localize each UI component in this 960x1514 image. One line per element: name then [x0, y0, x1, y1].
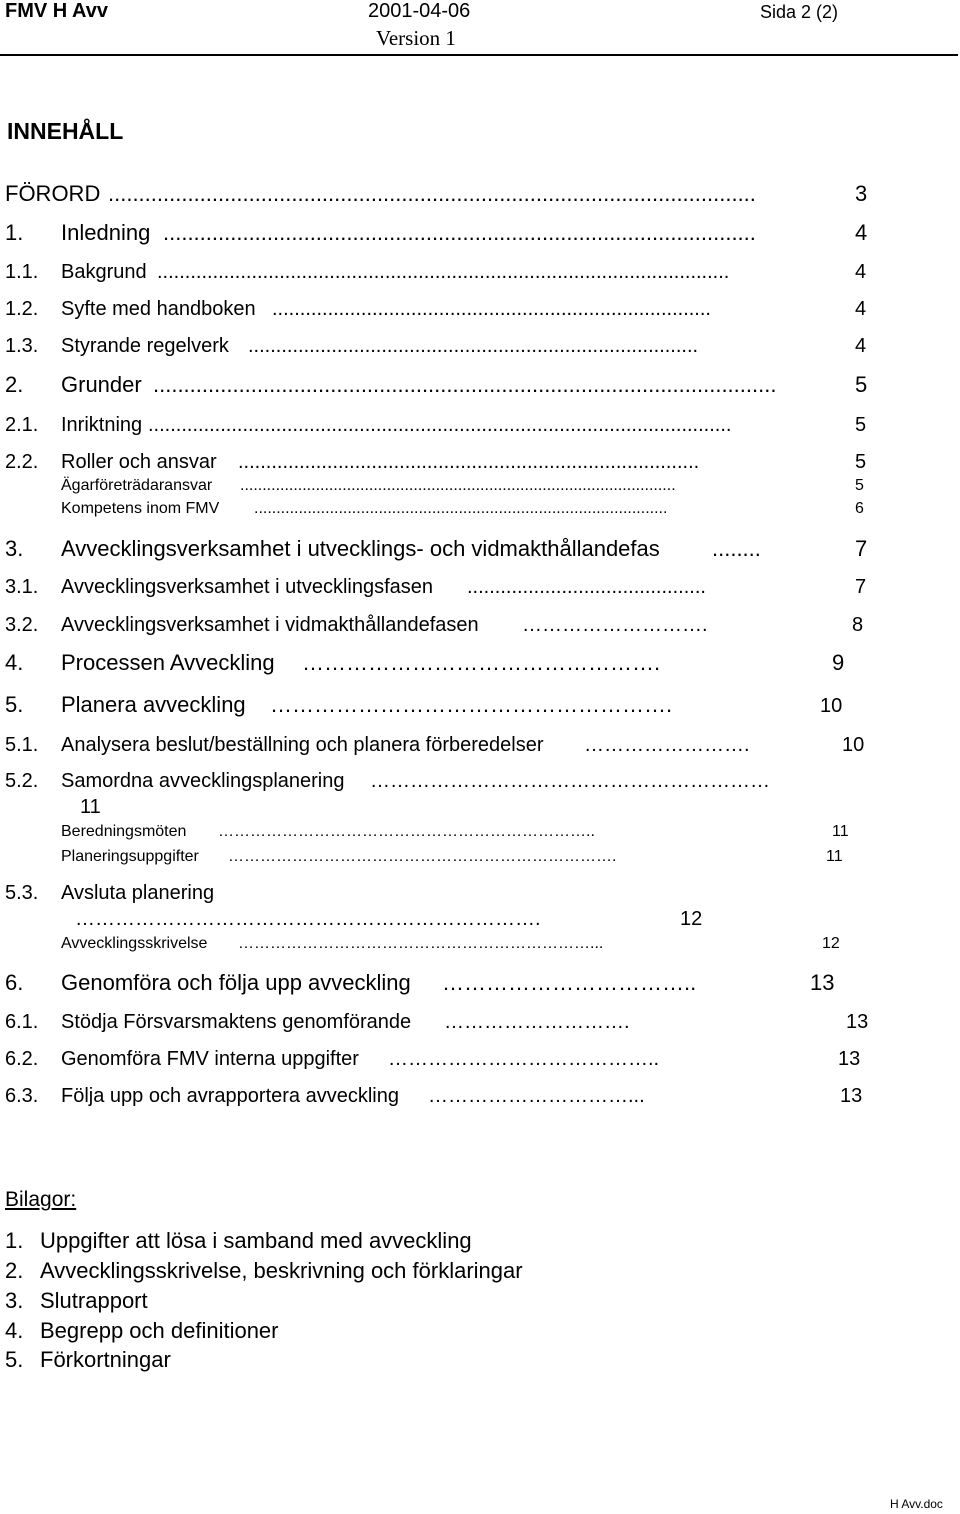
- toc-entry-number: 5.1.: [5, 734, 39, 756]
- toc-entry-label: Syfte med handboken: [61, 298, 256, 320]
- toc-entry-leader: ……………………….: [522, 614, 708, 636]
- toc-entry-leader: ………………………………………….: [302, 650, 661, 675]
- footer-filename: H Avv.doc: [890, 1497, 943, 1511]
- toc-entry-label: Styrande regelverk: [61, 335, 229, 357]
- toc-entry-label: Planeringsuppgifter: [61, 848, 199, 865]
- toc-entry-page: 12: [680, 908, 703, 930]
- toc-entry-label: Beredningsmöten: [61, 823, 187, 840]
- toc-entry-label: Processen Avveckling: [61, 650, 275, 675]
- toc-entry-label: Grunder: [61, 372, 142, 397]
- toc-entry-leader: ……………………….: [444, 1011, 630, 1033]
- toc-entry-page: 4: [855, 335, 867, 357]
- appendix-label: Begrepp och definitioner: [40, 1318, 279, 1343]
- header-org: FMV H Avv: [5, 0, 108, 22]
- toc-entry-leader: ........: [712, 536, 761, 561]
- toc-entry-page: 12: [822, 935, 840, 952]
- toc-entry-leader: ……………………………………………………………….: [228, 848, 617, 865]
- appendix-label: Avvecklingsskrivelse, beskrivning och förklaringar: [40, 1258, 523, 1283]
- toc-entry-label: Stödja Försvarsmaktens genomförande: [61, 1011, 412, 1033]
- header-version: Version 1: [376, 26, 456, 50]
- toc-entry-page: 5: [855, 451, 867, 473]
- toc-entry-page: 7: [855, 536, 868, 561]
- header-page-number: Sida 2 (2): [760, 2, 839, 22]
- appendix-label: Uppgifter att lösa i samband med avveckling: [40, 1228, 472, 1253]
- toc-entry-leader: ……………………………………………………: [370, 770, 770, 792]
- toc-entry-leader: .................................................................................................: [163, 220, 756, 245]
- toc-entry-page: 4: [855, 261, 867, 283]
- toc-entry-label: Inriktning: [61, 414, 143, 436]
- toc-entry-label: Samordna avvecklingsplanering: [61, 770, 345, 792]
- toc-entry-leader: ...........................................: [467, 576, 706, 598]
- toc-entry-label: Avvecklingsverksamhet i utvecklingsfasen: [61, 576, 434, 598]
- toc-entry[interactable]: [0, 770, 960, 830]
- toc-entry-label: Följa upp och avrapportera avveckling: [61, 1085, 399, 1107]
- toc-entry-page: 5: [855, 372, 868, 397]
- toc-entry-page: 10: [820, 695, 843, 717]
- toc-entry-leader: …………………………...: [428, 1085, 645, 1107]
- toc-entry-page: 6: [855, 500, 864, 517]
- toc-entry-page: 13: [840, 1085, 863, 1107]
- toc-entry-number: 3.: [5, 536, 24, 561]
- toc-entry-leader: ......................................................................................................: [153, 372, 777, 397]
- toc-entry-label: Genomföra FMV interna uppgifter: [61, 1048, 359, 1070]
- toc-entry-label: Roller och ansvar: [61, 451, 217, 473]
- toc-entry-leader: …………………………………………………………...: [238, 935, 604, 952]
- toc-entry-page: 4: [855, 220, 868, 245]
- toc-entry-leader: ……………………………………………………………..: [218, 823, 595, 840]
- toc-entry-page: 11: [80, 796, 101, 818]
- toc-heading: INNEHÅLL: [7, 118, 124, 144]
- toc-entry-number: 5.: [5, 692, 24, 717]
- header-divider: [0, 54, 958, 56]
- toc-entry-number: 3.2.: [5, 614, 39, 636]
- appendix-label: Förkortningar: [40, 1347, 171, 1372]
- toc-entry-leader: ……………………………………………….: [270, 692, 673, 717]
- toc-entry-page: 8: [852, 614, 864, 636]
- toc-entry-number: 1.: [5, 220, 24, 245]
- toc-entry-page: 3: [855, 181, 868, 206]
- toc-entry-page: 11: [826, 848, 843, 865]
- toc-entry-number: 3.1.: [5, 576, 39, 598]
- toc-entry-leader: .......................................................................................................: [157, 261, 730, 283]
- toc-entry-page: 13: [810, 970, 835, 995]
- toc-entry-number: 6.2.: [5, 1048, 39, 1070]
- appendix-number: 1.: [5, 1228, 24, 1253]
- toc-entry-leader: .................................................................................: [248, 335, 699, 357]
- toc-entry-number: 6.: [5, 970, 24, 995]
- toc-entry-label: Bakgrund: [61, 261, 147, 283]
- toc-entry-page: 7: [855, 576, 867, 598]
- toc-entry-label: Inledning: [61, 220, 151, 245]
- toc-entry-leader: .........................................................................................................: [148, 414, 732, 436]
- toc-entry-leader: …………………………………..: [388, 1048, 660, 1070]
- toc-entry-page: 5: [855, 477, 864, 494]
- appendix-label: Slutrapport: [40, 1288, 148, 1313]
- toc-entry-page: 9: [832, 650, 845, 675]
- toc-entry-number: 2.2.: [5, 451, 39, 473]
- toc-entry-leader: ..................................................................................................: [240, 477, 676, 494]
- appendix-number: 2.: [5, 1258, 24, 1283]
- toc-entry-label: Avvecklingsskrivelse: [61, 935, 208, 952]
- toc-entry-number: 6.1.: [5, 1011, 39, 1033]
- toc-entry-number: 1.1.: [5, 261, 39, 283]
- appendices-heading: Bilagor:: [5, 1188, 77, 1211]
- toc-entry-label: Avsluta planering: [61, 882, 215, 904]
- toc-entry-page: 13: [846, 1011, 869, 1033]
- header-date: 2001-04-06: [368, 0, 471, 22]
- toc-entry[interactable]: [0, 882, 960, 942]
- toc-entry-label: Planera avveckling: [61, 692, 246, 717]
- toc-entry-number: 1.2.: [5, 298, 39, 320]
- toc-entry-leader: …………………….: [584, 734, 750, 756]
- toc-entry-page: 4: [855, 298, 867, 320]
- toc-entry-number: 5.2.: [5, 770, 39, 792]
- toc-entry-label: Genomföra och följa upp avveckling: [61, 970, 411, 995]
- appendix-number: 4.: [5, 1318, 24, 1343]
- appendix-number: 5.: [5, 1347, 24, 1372]
- toc-entry-label: Ägarföreträdaransvar: [61, 477, 213, 494]
- toc-entry-page: 11: [832, 823, 849, 840]
- toc-entry-leader: ...............................................................................: [272, 298, 711, 320]
- appendix-number: 3.: [5, 1288, 24, 1313]
- toc-entry-label: Avvecklingsverksamhet i utvecklings- och vidmakthållandefas: [61, 536, 660, 561]
- toc-entry-label: Kompetens inom FMV: [61, 500, 220, 517]
- toc-entry-number: 2.: [5, 372, 24, 397]
- toc-entry-label: Analysera beslut/beställning och planera förberedelser: [61, 734, 544, 756]
- toc-entry-label: Avvecklingsverksamhet i vidmakthållandefasen: [61, 614, 479, 636]
- toc-entry-leader: ...................................................................................: [238, 451, 700, 473]
- toc-entry-number: 5.3.: [5, 882, 39, 904]
- toc-entry-leader: ……………………………..: [442, 970, 697, 995]
- toc-entry-page: 13: [838, 1048, 861, 1070]
- toc-entry-number: 4.: [5, 650, 24, 675]
- page-header: [0, 0, 960, 60]
- toc-entry-page: 5: [855, 414, 867, 436]
- toc-entry-leader: …………………………………………………………….: [75, 908, 541, 930]
- toc-entry-leader: ..........................................................................................................: [108, 181, 756, 206]
- toc-entry-label: FÖRORD: [5, 181, 101, 206]
- toc-entry-leader: .............................................................................................: [254, 500, 668, 517]
- toc-entry-number: 2.1.: [5, 414, 39, 436]
- toc-entry-number: 1.3.: [5, 335, 39, 357]
- toc-entry-page: 10: [842, 734, 865, 756]
- toc-entry-number: 6.3.: [5, 1085, 39, 1107]
